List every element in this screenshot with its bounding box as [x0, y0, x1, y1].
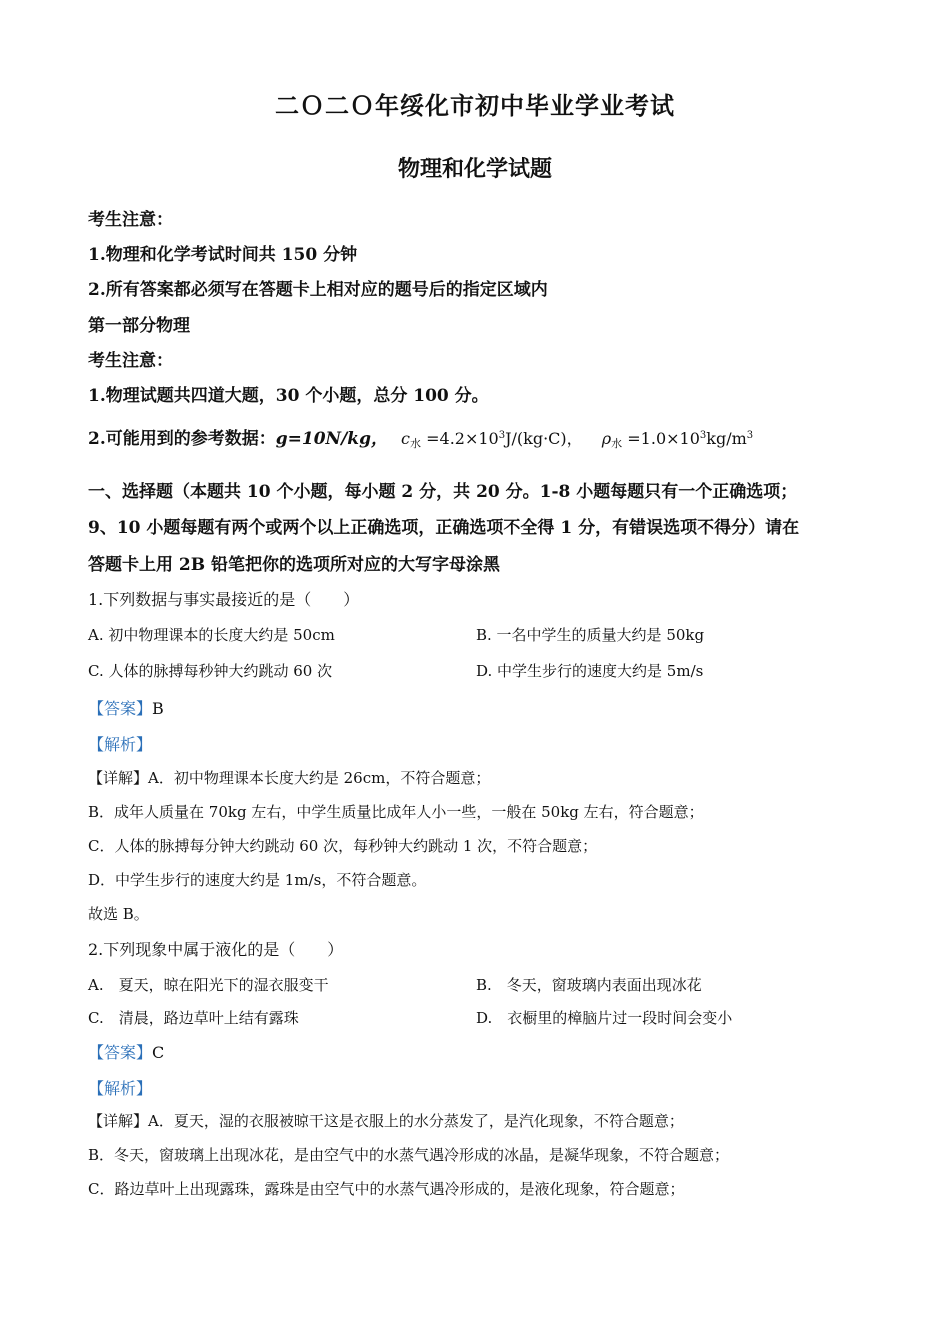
rho-unit: kg/m — [706, 429, 747, 448]
answer-label: 【答案】 — [88, 1043, 153, 1062]
section-instructions: 一、选择题（本题共 10 个小题，每小题 2 分，共 20 分。1-8 小题每题只有一个正确选项； — [88, 482, 798, 502]
q1-option-d: D. 中学生步行的速度大约是 5m/s — [476, 662, 704, 680]
q2-detail: C．路边草叶上出现露珠，露珠是由空气中的水蒸气遇冷形成的，是液化现象，符合题意； — [88, 1180, 685, 1198]
q1-detail: D．中学生步行的速度大约是 1m/s，不符合题意。 — [88, 871, 427, 889]
rho-exponent: 3 — [699, 430, 707, 441]
q1-conclusion: 故选 B。 — [88, 905, 149, 923]
rho-symbol: ρ — [601, 429, 612, 448]
q1-detail: C．人体的脉搏每分钟大约跳动 60 次，每秒钟大约跳动 1 次，不符合题意； — [88, 837, 598, 855]
q2-answer — [88, 1040, 164, 1063]
notice-item: 1.物理和化学考试时间共 150 分钟 — [88, 245, 358, 265]
c-unit: J/(kg·C)， — [505, 429, 583, 448]
q1-option-c: C. 人体的脉搏每秒钟大约跳动 60 次 — [88, 662, 333, 680]
q2-option-c: C. 清晨，路边草叶上结有露珠 — [88, 1009, 299, 1027]
exam-subtitle: 物理和化学试题 — [397, 156, 552, 182]
density-formula — [602, 429, 753, 448]
rho-value: =1.0×10 — [627, 429, 700, 448]
q1-answer — [88, 696, 164, 719]
section-instructions: 9、10 小题每题有两个或两个以上正确选项，正确选项不全得 1 分，有错误选项不得分）请在 — [88, 518, 800, 538]
q1-detail: B．成年人质量在 70kg 左右，中学生质量比成年人小一些，一般在 50kg 左右，符合题意； — [88, 803, 704, 821]
question-2-stem: 2.下列现象中属于液化的是（ ） — [88, 940, 344, 959]
c-exponent: 3 — [498, 430, 506, 441]
q2-detail: B．冬天，窗玻璃上出现冰花，是由空气中的水蒸气遇冷形成的冰晶，是凝华现象，不符合题意； — [88, 1146, 730, 1164]
answer-value: C — [152, 1043, 165, 1062]
q1-detail: 【详解】A．初中物理课本长度大约是 26cm，不符合题意； — [88, 769, 491, 787]
question-1-stem: 1.下列数据与事实最接近的是（ ） — [88, 590, 360, 609]
q2-option-a: A. 夏天，晾在阳光下的湿衣服变干 — [88, 976, 329, 994]
q1-option-a: A. 初中物理课本的长度大约是 50cm — [88, 626, 335, 644]
rho-unit-exponent: 3 — [746, 430, 754, 441]
part-heading: 第一部分物理 — [88, 316, 190, 336]
answer-value: B — [152, 699, 164, 718]
c-symbol: c — [401, 429, 411, 448]
q2-option-b: B. 冬天，窗玻璃内表面出现冰花 — [476, 976, 702, 994]
q2-detail: 【详解】A．夏天，湿的衣服被晾干这是衣服上的水分蒸发了，是汽化现象，不符合题意； — [88, 1112, 684, 1130]
rho-subscript: 水 — [611, 437, 623, 450]
c-subscript: 水 — [410, 437, 422, 450]
notice-item: 2.所有答案都必须写在答题卡上相对应的题号后的指定区域内 — [88, 280, 548, 300]
q1-option-b: B. 一名中学生的质量大约是 50kg — [476, 626, 705, 644]
section-instructions: 答题卡上用 2B 铅笔把你的选项所对应的大写字母涂黑 — [88, 555, 501, 575]
answer-label: 【答案】 — [88, 699, 153, 718]
notice-heading: 考生注意： — [88, 351, 173, 371]
q2-analysis-label: 【解析】 — [88, 1079, 153, 1098]
reference-data-line — [88, 424, 753, 451]
q2-option-d: D. 衣橱里的樟脑片过一段时间会变小 — [476, 1009, 733, 1027]
exam-title: 二Ｏ二Ｏ年绥化市初中毕业学业考试 — [275, 91, 675, 120]
notice-heading: 考生注意： — [88, 210, 173, 230]
g-value: g=10N/kg， — [275, 429, 388, 449]
notice-item: 1.物理试题共四道大题，30 个小题，总分 100 分。 — [88, 386, 489, 406]
q1-analysis-label: 【解析】 — [88, 735, 153, 754]
specific-heat-formula — [401, 429, 583, 448]
c-value: =4.2×10 — [426, 429, 499, 448]
reference-data-label: 2.可能用到的参考数据： — [88, 429, 276, 449]
